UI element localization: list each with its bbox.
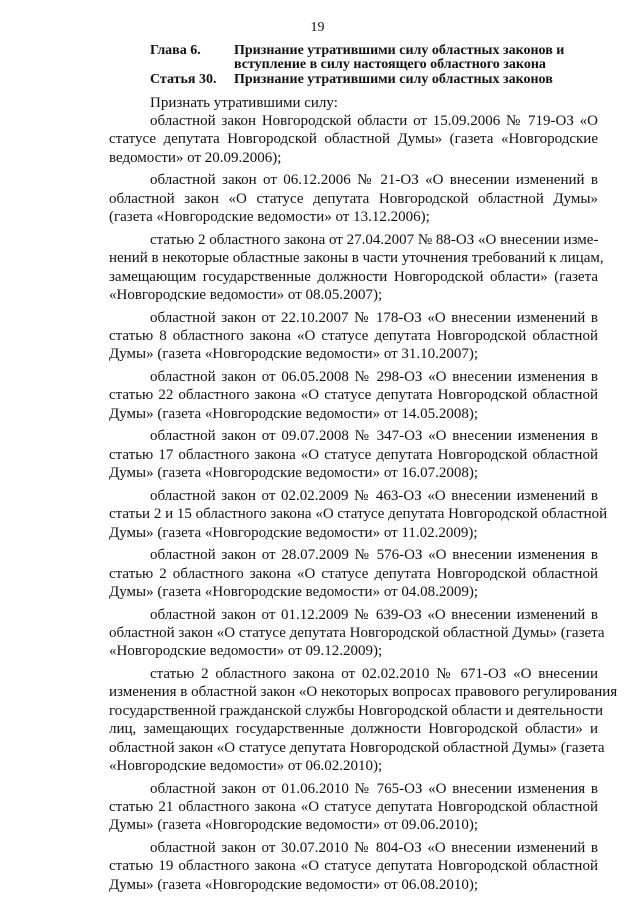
paragraph-line: Думы» (газета «Новгородские ведомости» от 14.05.2008); bbox=[109, 405, 479, 422]
paragraph-line: Думы» (газета «Новгородские ведомости» от 04.08.2009); bbox=[109, 584, 479, 600]
paragraph-line: «Новгородские ведомости» от 09.12.2009); bbox=[109, 643, 383, 660]
paragraph-line: статью 2 областного закона от 02.02.2010 № 671-ОЗ «О внесении bbox=[150, 666, 598, 682]
paragraph-line: Думы» (газета «Новгородские ведомости» от 09.06.2010); bbox=[109, 817, 479, 834]
paragraph-line: лиц, замещающих государственные должности Новгородской области» и bbox=[109, 721, 598, 738]
paragraph-line: Думы» (газета «Новгородские ведомости» от 06.08.2010); bbox=[109, 876, 479, 893]
paragraph-line: государственной гражданской службы Новгородской области и деятельности bbox=[109, 702, 604, 719]
article-label: Статья 30. bbox=[150, 72, 217, 87]
paragraph-line: областной закон от 06.12.2006 № 21-ОЗ «О внесении изменений в bbox=[150, 172, 598, 189]
paragraph-line: областной закон от 01.06.2010 № 765-ОЗ «О внесении изменения в bbox=[150, 780, 598, 797]
paragraph-line: «Новгородские ведомости» от 06.02.2010); bbox=[109, 758, 383, 774]
article-title: Признание утратившими силу областных законов bbox=[234, 72, 553, 87]
paragraph-line: областной закон от 06.05.2008 № 298-ОЗ «О внесении изменения в bbox=[150, 369, 598, 385]
paragraph-line: Думы» (газета «Новгородские ведомости» от 31.10.2007); bbox=[109, 346, 479, 363]
paragraph-line: статью 21 областного закона «О статусе депутата Новгородской областной bbox=[109, 799, 598, 815]
paragraph-line: ведомости» от 20.09.2006); bbox=[109, 149, 282, 166]
intro-text: Признать утратившими силу: bbox=[150, 95, 338, 111]
paragraph-line: областной закон от 22.10.2007 № 178-ОЗ «О внесении изменений в bbox=[150, 309, 598, 326]
paragraph-line: статью 17 областного закона «О статусе депутата Новгородской областной bbox=[109, 446, 598, 463]
paragraph-line: областной закон от 09.07.2008 № 347-ОЗ «О внесении изменения в bbox=[150, 428, 598, 445]
paragraph-line: областной закон «О статусе депутата Новгородской областной Думы» (газета bbox=[109, 625, 605, 641]
paragraph-line: статью 2 областного закона от 27.04.2007 № 88-ОЗ «О внесении изме- bbox=[150, 231, 599, 248]
paragraph-line: нений в некоторые областные законы в части уточнения требований к лицам, bbox=[109, 250, 604, 267]
paragraph-line: изменения в областной закон «О некоторых вопросах правового регулирования bbox=[109, 684, 618, 701]
paragraph-line: замещающим государственные должности Новгородской области» (газета bbox=[109, 268, 598, 285]
paragraph-line: статусе депутата Новгородской областной Думы» (газета «Новгородские bbox=[109, 131, 598, 148]
paragraph-line: «Новгородские ведомости» от 08.05.2007); bbox=[109, 287, 383, 303]
paragraph-line: областной закон от 02.02.2009 № 463-ОЗ «О внесении изменений в bbox=[150, 487, 598, 504]
chapter-title: Признание утратившими силу областных законов и вступление в силу настоящего областного закона bbox=[234, 43, 565, 72]
paragraph-line: областной закон от 30.07.2010 № 804-ОЗ «О внесении изменений в bbox=[150, 840, 598, 856]
paragraph-line: областной закон от 01.12.2009 № 639-ОЗ «О внесении изменений в bbox=[150, 606, 598, 623]
paragraph-line: областной закон Новгородской области от 15.09.2006 № 719-ОЗ «О bbox=[150, 113, 598, 129]
chapter-label: Глава 6. bbox=[150, 43, 201, 58]
paragraph-line: статью 2 областного закона «О статусе депутата Новгородской областной bbox=[109, 565, 598, 582]
page-number: 19 bbox=[310, 20, 325, 35]
paragraph-line: статью 22 областного закона «О статусе депутата Новгородской областной bbox=[109, 387, 598, 404]
paragraph-line: областной закон от 28.07.2009 № 576-ОЗ «О внесении изменения в bbox=[150, 547, 598, 564]
paragraph-line: Думы» (газета «Новгородские ведомости» от 11.02.2009); bbox=[109, 524, 478, 541]
paragraph-line: статью 19 областного закона «О статусе депутата Новгородской областной bbox=[109, 858, 598, 875]
paragraph-line: статьи 2 и 15 областного закона «О статусе депутата Новгородской областной bbox=[109, 506, 608, 523]
paragraph-line: Думы» (газета «Новгородские ведомости» от 16.07.2008); bbox=[109, 465, 479, 482]
paragraph-line: областной закон «О статусе депутата Новгородской областной Думы» (газета bbox=[109, 739, 605, 756]
paragraph-line: областной закон «О статусе депутата Новгородской областной Думы» bbox=[109, 190, 598, 207]
paragraph-line: (газета «Новгородские ведомости» от 13.12.2006); bbox=[109, 209, 430, 226]
paragraph-line: статью 8 областного закона «О статусе депутата Новгородской областной bbox=[109, 328, 598, 344]
